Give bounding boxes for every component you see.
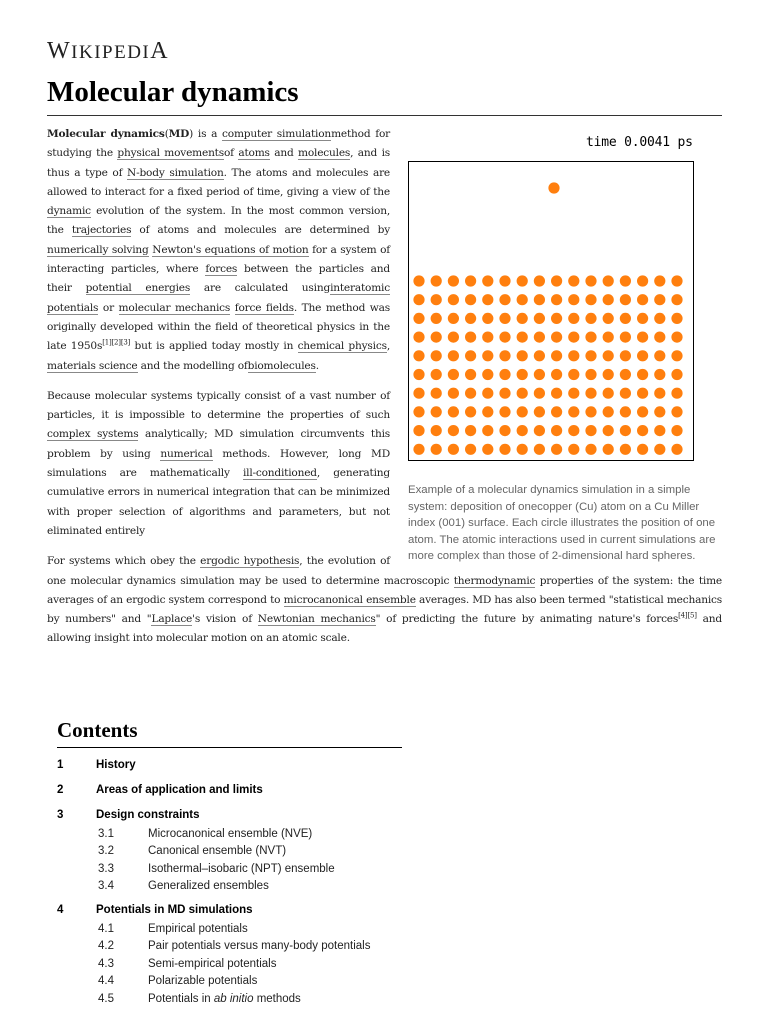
toc-item-semi-empirical[interactable] [57,955,402,973]
lattice-atom [482,406,493,417]
toc-label: Generalized ensembles [148,880,269,893]
lattice-atom [551,275,562,286]
toc-section-1 [57,754,402,775]
lattice-atom [654,406,665,417]
lattice-atom [431,444,442,455]
link-interatomic-potentials[interactable]: interatomic potentials [47,282,390,314]
lattice-atom [603,332,614,343]
lattice-atom [482,350,493,361]
lattice-atom [482,332,493,343]
lattice-atom [517,425,528,436]
lattice-atom [637,425,648,436]
lattice-atom [465,313,476,324]
lattice-atom [517,294,528,305]
lattice-atom [568,350,579,361]
lattice-atom [568,388,579,399]
lattice-atom [671,294,682,305]
text: of [223,147,239,160]
toc-number: 4.4 [98,975,114,988]
lattice-atom [654,369,665,380]
text: . The atoms and molecules are allowed to interact for a fixed period of time, giving a view of the [47,166,390,198]
link-newtons-equations[interactable]: Newton's equations of motion [152,243,309,256]
lattice-atom [431,406,442,417]
text: ) is a [189,128,223,140]
lattice-atom [568,294,579,305]
lattice-atom [585,294,596,305]
link-forces[interactable]: forces [205,263,238,276]
logo-letter-a: A [150,38,170,64]
logo-letters-ikipedi: IKIPEDI [71,42,151,63]
lattice-atom [568,275,579,286]
contents-heading: Contents [57,718,402,748]
text: for a system of interacting particles, where [47,243,391,276]
toc-number: 2 [57,783,64,796]
lattice-atom [551,350,562,361]
lattice-atom [534,369,545,380]
toc-item-ab-initio[interactable] [57,990,402,1008]
simulation-canvas [409,162,693,460]
lattice-atom [568,425,579,436]
toc-number: 3.4 [98,880,114,893]
lattice-atom [448,350,459,361]
abbr-bold: MD [168,128,190,140]
lattice-atom [413,369,424,380]
lattice-atom [654,444,665,455]
link-potential-energies[interactable]: potential energies [85,282,191,295]
lattice-atom [620,313,631,324]
text: methods. However, long MD simulations are mathematically [47,447,390,480]
lattice-atom [603,444,614,455]
toc-number: 3.1 [98,827,114,840]
link-ill-conditioned[interactable]: ill-conditioned [242,467,317,480]
toc-item-empirical-potentials[interactable] [57,920,402,938]
lattice-atom [671,388,682,399]
lattice-atom [654,425,665,436]
lattice-atom [637,332,648,343]
lattice-atom [517,275,528,286]
ergodic-paragraph [47,552,722,648]
lattice-atom [654,350,665,361]
lattice-atom [585,275,596,286]
lattice-atom [585,406,596,417]
lattice-atom [568,332,579,343]
toc-number: 3.3 [98,862,114,875]
link-chemical-physics[interactable]: chemical physics [297,340,387,353]
link-materials-science[interactable]: materials science [47,359,138,372]
lattice-atom [448,294,459,305]
lattice-atom [585,444,596,455]
lattice-atom [482,294,493,305]
lattice-atom [482,444,493,455]
lattice-atom [603,406,614,417]
toc-item-polarizable[interactable] [57,973,402,991]
link-dynamic[interactable]: dynamic [47,205,91,218]
lattice-atom [671,425,682,436]
toc-section-4 [57,899,402,1008]
lattice-atom [551,425,562,436]
lattice-atom [551,406,562,417]
reference-4-5[interactable]: [4][5] [678,611,697,620]
text: " of predicting the future by animating nature's forces [375,613,679,626]
link-numerically-solving[interactable]: numerically solving [47,243,149,256]
toc-number: 1 [57,758,64,771]
lattice-atom [551,313,562,324]
lattice-atom [534,350,545,361]
lattice-atom [671,350,682,361]
lattice-atom [448,332,459,343]
text: 's vision of [192,613,258,626]
lattice-atom [551,294,562,305]
lattice-atom [448,313,459,324]
lattice-atom [637,369,648,380]
toc-item-design-constraints[interactable] [57,804,402,825]
lattice-atom [465,425,476,436]
lattice-atom [620,444,631,455]
lattice-atom [585,313,596,324]
lattice-atom [448,275,459,286]
link-computer-simulation[interactable]: computer simulation [222,128,332,140]
toc-label-italic: ab initio [213,992,254,1005]
lattice-atom [534,313,545,324]
toc-label: Canonical ensemble (NVT) [148,845,287,858]
lattice-atom [671,313,682,324]
toc-item-history[interactable] [57,754,402,775]
simulation-time-label: time 0.0041 ps [586,135,693,150]
toc-label: Empirical potentials [148,922,248,935]
lattice-atom [671,444,682,455]
toc-label: Microcanonical ensemble (NVE) [148,827,313,840]
text: properties of the system: the time averages of an ergodic system correspond to [47,574,722,606]
lattice-atom [620,294,631,305]
lattice-atom [517,332,528,343]
link-trajectories[interactable]: trajectories [71,224,132,237]
lattice-atom [448,444,459,455]
link-thermodynamic[interactable]: thermodynamic [453,574,536,587]
text: but is applied today mostly in [130,340,298,353]
lattice-atom [465,350,476,361]
lattice-atom [534,444,545,455]
lattice-atom [654,332,665,343]
text: , the evolution of one molecular dynamics simulation may be used to determine macroscopic [47,555,454,587]
text: between the particles and their [47,263,390,295]
lattice-atom [431,425,442,436]
lattice-atom [413,313,424,324]
lattice-atom [671,406,682,417]
lattice-atom [499,406,510,417]
lattice-atom [568,406,579,417]
text: are calculated using [190,282,331,295]
lattice-atom [517,388,528,399]
link-molecular-mechanics[interactable]: molecular mechanics [118,301,231,314]
lattice-atom [465,388,476,399]
link-molecules[interactable]: molecules [298,147,351,160]
link-numerical[interactable]: numerical [160,447,213,460]
lattice-atom [534,388,545,399]
lattice-atom [499,369,510,380]
wikipedia-logo[interactable] [47,38,169,65]
lattice-atom [603,313,614,324]
lattice-atom [499,313,510,324]
lattice-atom [585,388,596,399]
link-complex-systems[interactable]: complex systems [47,428,139,441]
lattice-atom [482,388,493,399]
toc-section-3 [57,804,402,895]
text: . [315,359,319,372]
toc-label: Polarizable potentials [148,975,258,988]
lattice-atom [499,294,510,305]
lattice-atom [413,294,424,305]
lattice-atom [603,294,614,305]
lattice-atom [431,313,442,324]
lattice-atom [585,369,596,380]
lattice-atom [431,369,442,380]
lattice-atom [534,294,545,305]
lattice-atom [568,444,579,455]
lattice-atom [620,406,631,417]
lattice-atom [482,313,493,324]
lattice-atom [517,313,528,324]
lattice-atom [551,369,562,380]
figure-caption: Example of a molecular dynamics simulation in a simple system: deposition of onecopper (Cu) atom on a Cu Miller index (001) surface. Each circle illustrates the position of one atom. The atomic interactions used in current simulations are more complex than those of 2-dimensional hard spheres. [408,484,716,562]
text: analytically; MD simulation circumvents this problem by using [47,428,390,460]
lattice-atom [620,350,631,361]
lattice-atom [499,350,510,361]
lattice-atom [620,275,631,286]
lattice-atom [499,425,510,436]
lattice-atom [654,388,665,399]
toc-item-pair-potentials[interactable] [57,938,402,956]
lattice-atom [465,275,476,286]
lattice-atom [465,332,476,343]
toc-item-potentials[interactable] [57,899,402,920]
link-n-body-simulation[interactable]: N-body simulation [127,166,224,179]
toc-section-2 [57,779,402,800]
lattice-atom [620,425,631,436]
text: ( [164,128,169,140]
lattice-atom [499,275,510,286]
lattice-atom [654,275,665,286]
lattice-atom [482,369,493,380]
lattice-atom [517,406,528,417]
link-newtonian-mechanics[interactable]: Newtonian mechanics [257,613,376,626]
toc-list [57,754,402,1008]
lattice-atom [551,332,562,343]
text: , generating cumulative errors in numerical integration that can be minimized with proper selection of algorithms and parameters, but not eliminated entirely [47,467,390,537]
table-of-contents [57,718,402,1012]
text: method for studying the [47,128,390,160]
toc-label: Potentials in MD simulations [96,903,253,916]
lattice-atom [534,332,545,343]
toc-item-microcanonical[interactable] [57,825,402,843]
lattice-atom [448,388,459,399]
lattice-atom [499,332,510,343]
toc-item-canonical[interactable] [57,843,402,861]
lattice-atom [413,388,424,399]
lattice-atom [431,350,442,361]
toc-item-generalized-ensembles[interactable] [57,878,402,896]
toc-number: 3.2 [98,845,114,858]
lattice-atom [637,294,648,305]
text: and allowing insight into molecular motion on an atomic scale. [47,613,722,645]
link-force-fields[interactable]: force fields [234,301,294,314]
lattice-atom [431,275,442,286]
lattice-atom [517,350,528,361]
toc-number: 4.1 [98,922,114,935]
page-title: Molecular dynamics [47,76,722,116]
lattice-atom [448,425,459,436]
lattice-atom [654,294,665,305]
text: . The method was originally developed within the field of theoretical physics in the late 1950s [47,301,390,353]
lattice-atom [413,425,424,436]
lattice-atom [448,369,459,380]
toc-number: 4.3 [98,957,114,970]
text: Because molecular systems typically consist of a vast number of particles, it is impossible to determine the properties of such [47,389,390,422]
simulation-frame [408,125,722,480]
lattice-atom [499,388,510,399]
text: evolution of the system. In the most common version, the [47,205,390,237]
toc-number: 4.5 [98,992,114,1005]
lattice-atom [431,332,442,343]
lattice-atom [568,369,579,380]
toc-label: History [96,758,136,771]
logo-letter-w: W [47,38,72,64]
text: , [386,340,390,353]
toc-label: Areas of application and limits [96,783,263,796]
simulation-box [408,161,694,461]
text: For systems which obey the [47,555,201,568]
lattice-atom [431,388,442,399]
lattice-atom [637,275,648,286]
lattice-atom [585,332,596,343]
text: , and is thus a type of [47,147,391,179]
simulation-figure [408,125,722,565]
lattice-atom [517,369,528,380]
link-physical-movements[interactable]: physical movements [117,147,224,160]
link-atoms[interactable]: atoms [238,147,270,160]
article-body [47,125,722,660]
lattice-atom [534,425,545,436]
lattice-atom [465,444,476,455]
lattice-atom [551,388,562,399]
lattice-atom [637,350,648,361]
lattice-atom [585,350,596,361]
text: or [98,301,119,314]
lattice-atom [413,275,424,286]
toc-label: Design constraints [96,808,200,821]
text: of atoms and molecules are determined by [131,224,390,237]
lattice-atom [517,444,528,455]
toc-number: 4.2 [98,940,114,953]
lattice-atom [448,406,459,417]
lattice-atom [551,444,562,455]
lattice-atom [534,275,545,286]
lattice-atom [603,388,614,399]
lattice-atom [413,406,424,417]
toc-label-post: methods [253,992,301,1005]
toc-item-areas-of-application[interactable] [57,779,402,800]
link-biomolecules[interactable]: biomolecules [247,359,316,372]
lattice-atom [568,313,579,324]
lattice-atom [465,294,476,305]
lattice-atom [534,406,545,417]
term-bold: Molecular dynamics [47,128,165,140]
toc-number: 4 [57,903,64,916]
lattice-atom [654,313,665,324]
link-microcanonical-ensemble[interactable]: microcanonical ensemble [283,593,416,606]
lattice-atom [465,369,476,380]
lattice-atom [413,332,424,343]
lattice-atom [603,369,614,380]
lattice-atom [413,444,424,455]
toc-label [148,993,301,1005]
lattice-atom [482,425,493,436]
toc-number: 3 [57,808,64,821]
lattice-atom [637,406,648,417]
deposited-copper-atom [548,182,559,193]
lattice-atom [620,369,631,380]
lattice-atom [585,425,596,436]
reference-1-2-3[interactable]: [1][2][3] [102,338,131,347]
lattice-atom [620,332,631,343]
lattice-atom [603,275,614,286]
link-laplace[interactable]: Laplace [151,613,193,626]
lattice-atom [499,444,510,455]
lattice-atom [637,388,648,399]
lattice-atom [603,350,614,361]
lattice-atom [637,444,648,455]
link-ergodic-hypothesis[interactable]: ergodic hypothesis [200,555,300,568]
lattice-atom [431,294,442,305]
text: averages. MD has also been termed "statistical mechanics by numbers" and " [47,593,722,626]
lattice-atom [637,313,648,324]
lattice-atom [671,369,682,380]
lattice-atom [465,406,476,417]
lattice-atom [671,332,682,343]
toc-item-isothermal-isobaric[interactable] [57,860,402,878]
toc-label-pre: Potentials in [148,992,214,1005]
lattice-atom [671,275,682,286]
toc-label: Isothermal–isobaric (NPT) ensemble [148,862,335,875]
lattice-atom [603,425,614,436]
lattice-atom [620,388,631,399]
toc-label: Pair potentials versus many-body potentials [148,940,371,953]
lattice-atom [413,350,424,361]
text: and the modelling of [137,359,248,372]
toc-label: Semi-empirical potentials [148,957,277,970]
text: and [269,147,299,160]
lattice-atom [482,275,493,286]
